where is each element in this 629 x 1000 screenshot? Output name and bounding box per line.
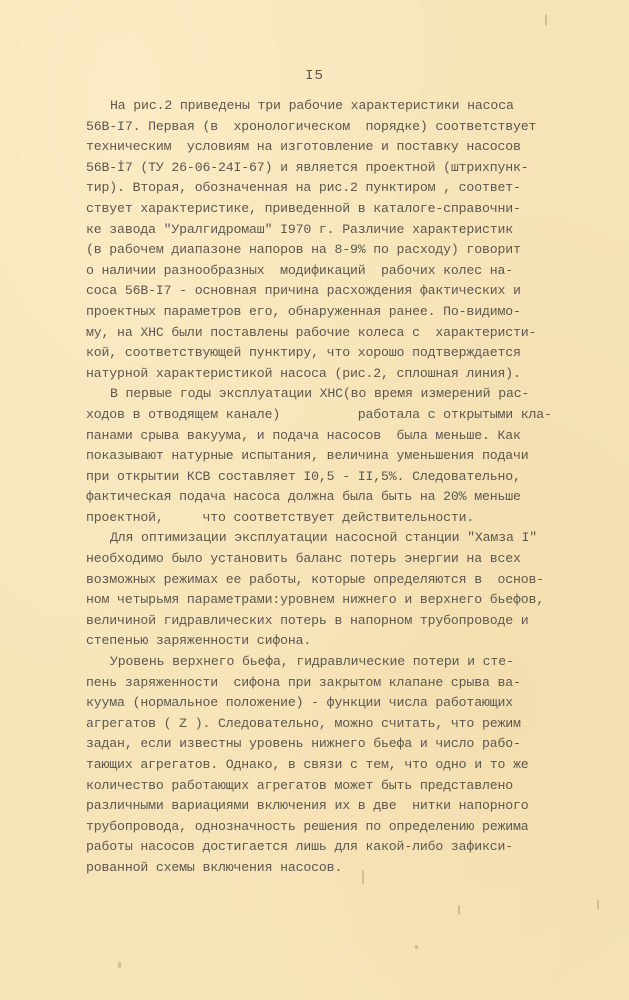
text-line: проектной, что соответствует действительности.	[86, 509, 475, 525]
text-line: куума (нормальное положение) - функции числа работающих	[86, 695, 514, 711]
text-line: тир). Вторая, обозначенная на рис.2 пунктиром , соответ-	[86, 180, 521, 196]
text-line: о наличии разнообразных модификаций рабочих колес на-	[86, 262, 514, 278]
text-line: 56В-İ7 (ТУ 26-06-24I-67) и является проектной (штрихпунк-	[86, 159, 529, 175]
page-number: I5	[305, 68, 324, 84]
text-line: трубопровода, однозначность решения по определению режима	[86, 818, 529, 834]
text-line: (в рабочем диапазоне напоров на 8-9% по расходу) говорит	[86, 242, 521, 258]
text-line: задан, если известны уровень нижнего бьефа и число рабо-	[86, 736, 521, 752]
text-line: Уровень верхнего бьефа, гидравлические потери и сте-	[110, 654, 514, 670]
paper-speck	[458, 905, 460, 915]
paper-speck	[118, 962, 121, 968]
text-line: величиной гидравлических потерь в напорном трубопроводе и	[86, 612, 529, 628]
text-line: работы насосов достигается лишь для какой-либо зафикси-	[86, 839, 514, 855]
text-line: агрегатов ( Z ). Следовательно, можно считать, что режим	[86, 715, 521, 731]
paper-speck	[415, 945, 418, 949]
text-line: ном четырьмя параметрами:уровнем нижнего и верхнего бьефов,	[86, 592, 545, 608]
text-line: кой, соответствующей пунктиру, что хорошо подтверждается	[86, 345, 521, 361]
text-line: натурной характеристикой насоса (рис.2, сплошная линия).	[86, 365, 521, 381]
text-line: На рис.2 приведены три рабочие характеристики насоса	[110, 98, 514, 113]
text-line: ке завода "Уралгидромаш" I970 г. Различие характеристик	[86, 221, 514, 237]
text-line: ходов в отводящем канале) работала с открытыми кла-	[86, 406, 552, 422]
text-line: различными вариациями включения их в две нитки напорного	[86, 798, 529, 814]
body-text	[86, 96, 552, 879]
text-line: В первые годы эксплуатации ХНС(во время измерений рас-	[110, 386, 530, 402]
text-line: пень заряженности сифона при закрытом клапане срыва ва-	[86, 674, 521, 690]
paper-speck	[362, 870, 364, 884]
text-line: соса 56В-I7 - основная причина расхождения фактических и	[86, 283, 521, 299]
text-line: фактическая подача насоса должна была быть на 20% меньше	[86, 489, 521, 505]
text-line: техническим условиям на изготовление и поставку насосов	[86, 139, 521, 155]
text-line: возможных режимах ее работы, которые определяются в основ-	[86, 571, 545, 587]
text-line: проектных параметров его, обнаруженная ранее. По-видимо-	[86, 303, 521, 319]
text-line: количество работающих агрегатов может быть представлено	[86, 777, 514, 793]
text-line: степенью заряженности сифона.	[86, 633, 312, 649]
text-line: показывают натурные испытания, величина уменьшения подачи	[86, 448, 529, 464]
text-line: панами срыва вакуума, и подача насосов была меньше. Как	[86, 427, 521, 443]
paper-speck	[545, 14, 547, 26]
text-line: рованной схемы включения насосов.	[86, 859, 343, 875]
text-line: 56В-I7. Первая (в хронологическом порядке) соответствует	[86, 118, 537, 134]
text-line: тающих агрегатов. Однако, в связи с тем, что одно и то же	[86, 757, 529, 772]
text-line: Для оптимизации эксплуатации насосной станции "Хамза I"	[110, 530, 538, 546]
text-line: при открытии КСВ составляет I0,5 - II,5%. Следовательно,	[86, 468, 521, 484]
text-line: ствует характеристике, приведенной в каталоге-справочни-	[86, 200, 521, 216]
text-line: му, на ХНС были поставлены рабочие колеса с характеристи-	[86, 324, 537, 340]
text-line: необходимо было установить баланс потерь энергии на всех	[86, 551, 521, 567]
paper-speck	[597, 900, 599, 909]
